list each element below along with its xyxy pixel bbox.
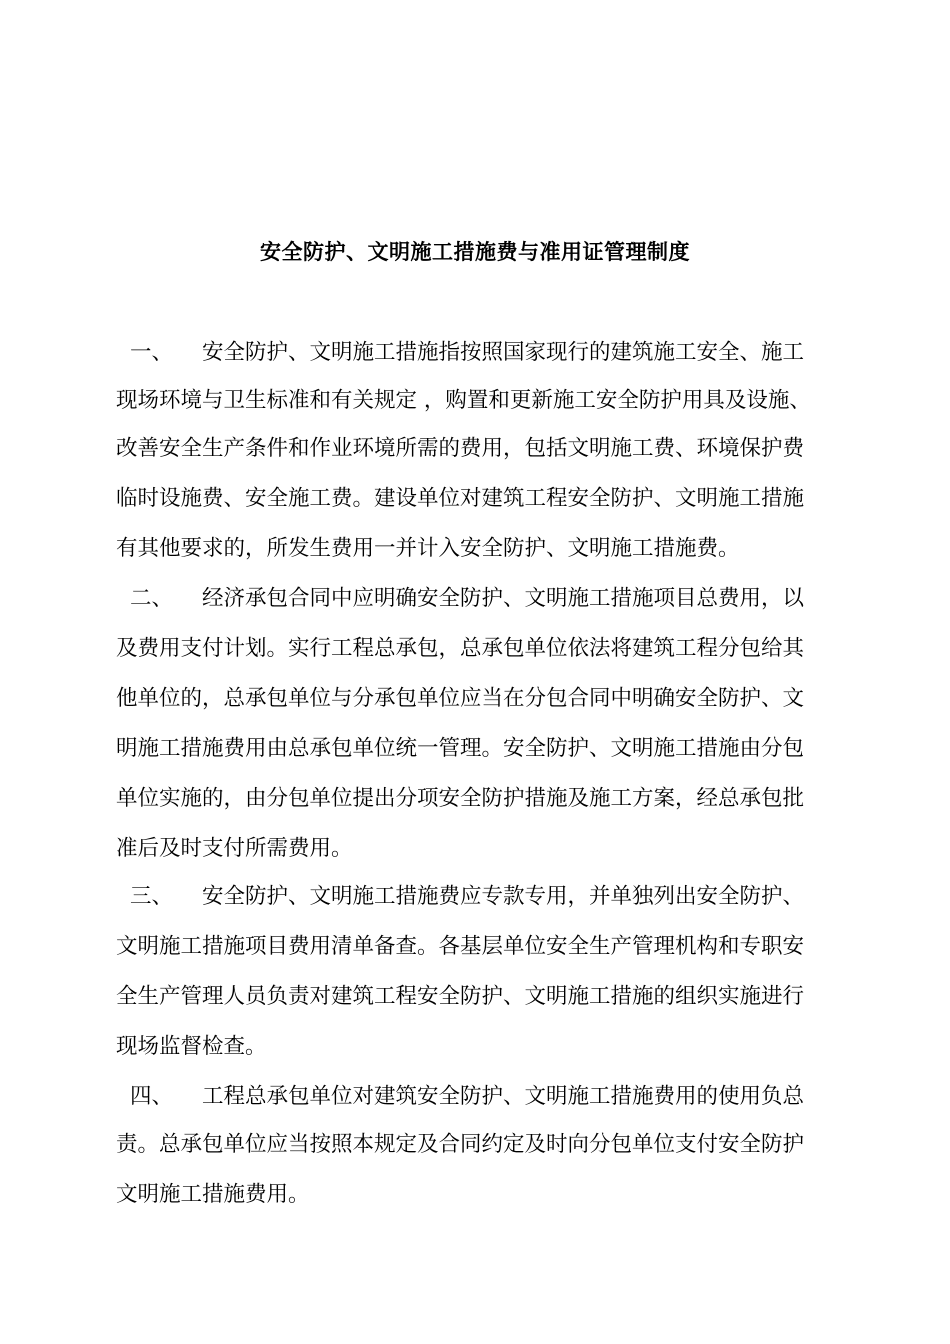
paragraph-line: 文明施工措施费用。 (116, 1182, 310, 1207)
paragraph-line: 准后及时支付所需费用。 (116, 836, 353, 861)
paragraph-line: 现场环境与卫生标准和有关规定 ，购置和更新施工安全防护用具及设施、 (116, 388, 811, 413)
section-number: 一、 (130, 340, 174, 365)
paragraph-line: 改善安全生产条件和作业环境所需的费用，包括文明施工费、环境保护费 (116, 436, 805, 461)
document-title: 安全防护、文明施工措施费与准用证管理制度 (260, 239, 690, 264)
paragraph-line: 全生产管理人员负责对建筑工程安全防护、文明施工措施的组织实施进行 (116, 984, 805, 1009)
paragraph-line: 安全防护、文明施工措施费应专款专用，并单独列出安全防护、 (202, 884, 805, 909)
section-number: 二、 (130, 586, 174, 611)
paragraph-line: 及费用支付计划。实行工程总承包，总承包单位依法将建筑工程分包给其 (116, 636, 805, 661)
paragraph-line: 经济承包合同中应明确安全防护、文明施工措施项目总费用，以 (202, 586, 805, 611)
paragraph-line: 有其他要求的，所发生费用一并计入安全防护、文明施工措施费。 (116, 536, 740, 561)
paragraph-line: 现场监督检查。 (116, 1034, 267, 1059)
paragraph-line: 责。总承包单位应当按照本规定及合同约定及时向分包单位支付安全防护 (116, 1132, 805, 1157)
section-number: 四、 (130, 1084, 174, 1109)
paragraph-line: 文明施工措施项目费用清单备查。各基层单位安全生产管理机构和专职安 (116, 934, 805, 959)
paragraph-line: 单位实施的，由分包单位提出分项安全防护措施及施工方案，经总承包批 (116, 786, 805, 811)
paragraph-line: 他单位的，总承包单位与分承包单位应当在分包合同中明确安全防护、文 (116, 686, 805, 711)
paragraph-line: 明施工措施费用由总承包单位统一管理。安全防护、文明施工措施由分包 (116, 736, 805, 761)
paragraph-line: 安全防护、文明施工措施指按照国家现行的建筑施工安全、施工 (202, 340, 805, 365)
section-number: 三、 (130, 884, 174, 909)
paragraph-line: 工程总承包单位对建筑安全防护、文明施工措施费用的使用负总 (202, 1084, 805, 1109)
paragraph-line: 临时设施费、安全施工费。建设单位对建筑工程安全防护、文明施工措施 (116, 486, 805, 511)
